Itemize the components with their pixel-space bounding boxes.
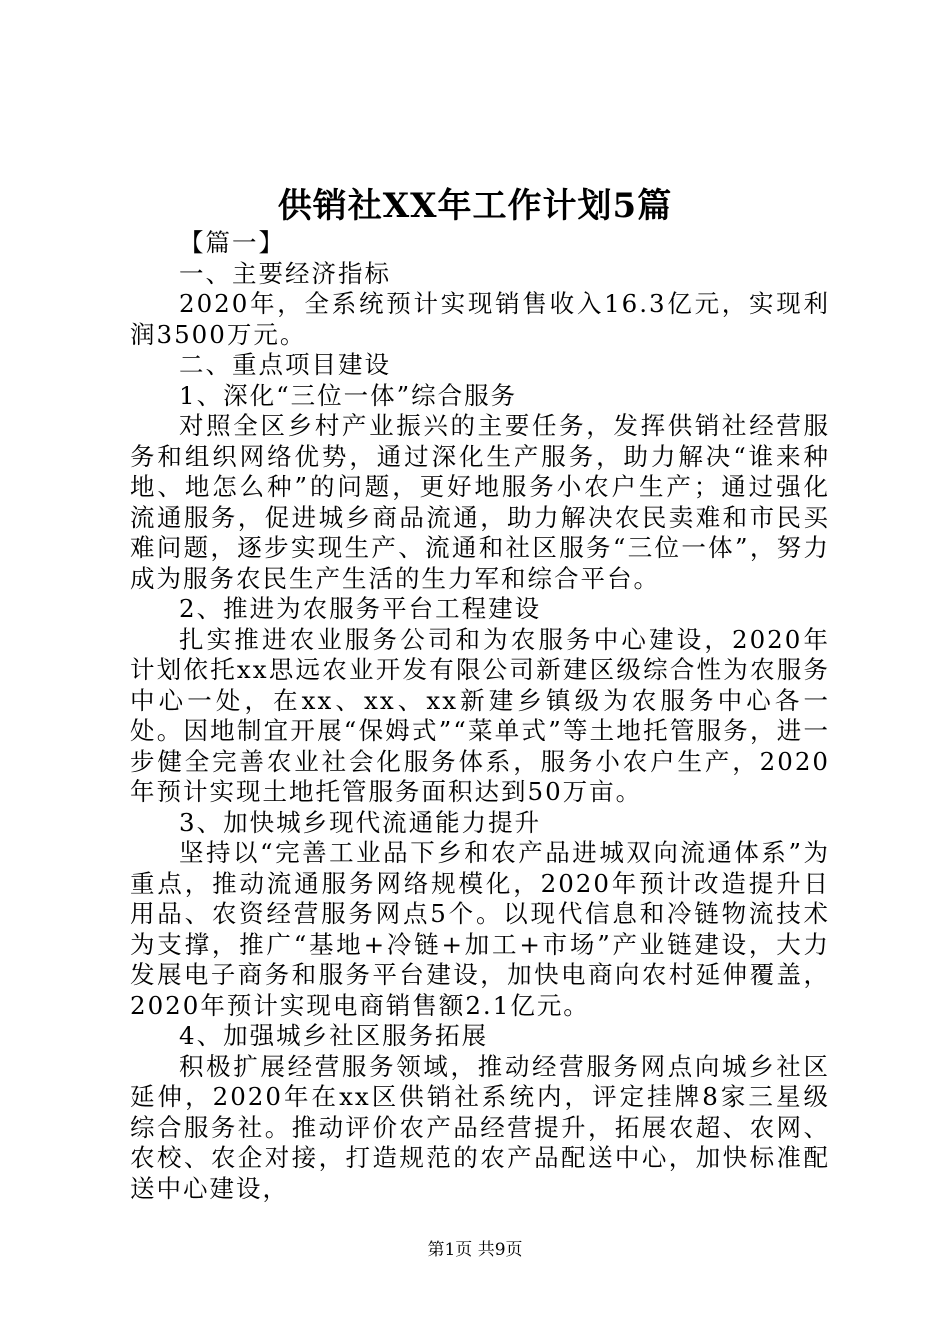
- document-title: 供销社XX年工作计划5篇: [277, 186, 673, 226]
- subheading: 二、重点项目建设: [179, 350, 391, 379]
- paragraph: 对照全区乡村产业振兴的主要任务，发挥供销社经营服务和组织网络优势，通过深化生产服务，助力解决“谁来种地、地怎么种”的问题，更好地服务小农户生产；通过强化流通服务，促进城乡商品流通，助力解决农民卖难和市民买难问题，逐步实现生产、流通和社区服务“三位一体”，努力成为服务农民生产生活的生力军和综合平台。: [130, 411, 830, 593]
- document-body: [130, 228, 830, 1204]
- item-heading: 3、加快城乡现代流通能力提升: [179, 807, 542, 837]
- paragraph: 积极扩展经营服务领域，推动经营服务网点向城乡社区延伸，2020年在xx区供销社系统内，评定挂牌8家三星级综合服务社。推动评价农产品经营提升，拓展农超、农网、农校、农企对接，打造规范的农产品配送中心，加快标准配送中心建设，: [130, 1051, 830, 1203]
- item-heading: 4、加强城乡社区服务拓展: [179, 1021, 489, 1050]
- section-heading: 【篇一】: [179, 228, 285, 257]
- item-heading: 2、推进为农服务平台工程建设: [179, 594, 542, 623]
- item-heading: 1、深化“三位一体”综合服务: [179, 380, 518, 410]
- paragraph: 2020年，全系统预计实现销售收入16.3亿元，实现利润3500万元。: [130, 289, 830, 349]
- paragraph: 坚持以“完善工业品下乡和农产品进城双向流通体系”为重点，推动流通服务网络规模化，2020年预计改造提升日用品、农资经营服务网点5个。以现代信息和冷链物流技术为支撑，推广“基地+冷链+加工+市场”产业链建设，大力发展电子商务和服务平台建设，加快电商向农村延伸覆盖，2020年预计实现电商销售额2.1亿元。: [130, 838, 830, 1020]
- subheading: 一、主要经济指标: [179, 258, 391, 288]
- paragraph: 扎实推进农业服务公司和为农服务中心建设，2020年计划依托xx思远农业开发有限公司新建区级综合性为农服务中心一处，在xx、xx、xx新建乡镇级为农服务中心各一处。因地制宜开展“保姆式”“菜单式”等土地托管服务，进一步健全完善农业社会化服务体系，服务小农户生产，2020年预计实现土地托管服务面积达到50万亩。: [130, 624, 830, 806]
- page-footer: 第1页 共9页: [427, 1240, 523, 1260]
